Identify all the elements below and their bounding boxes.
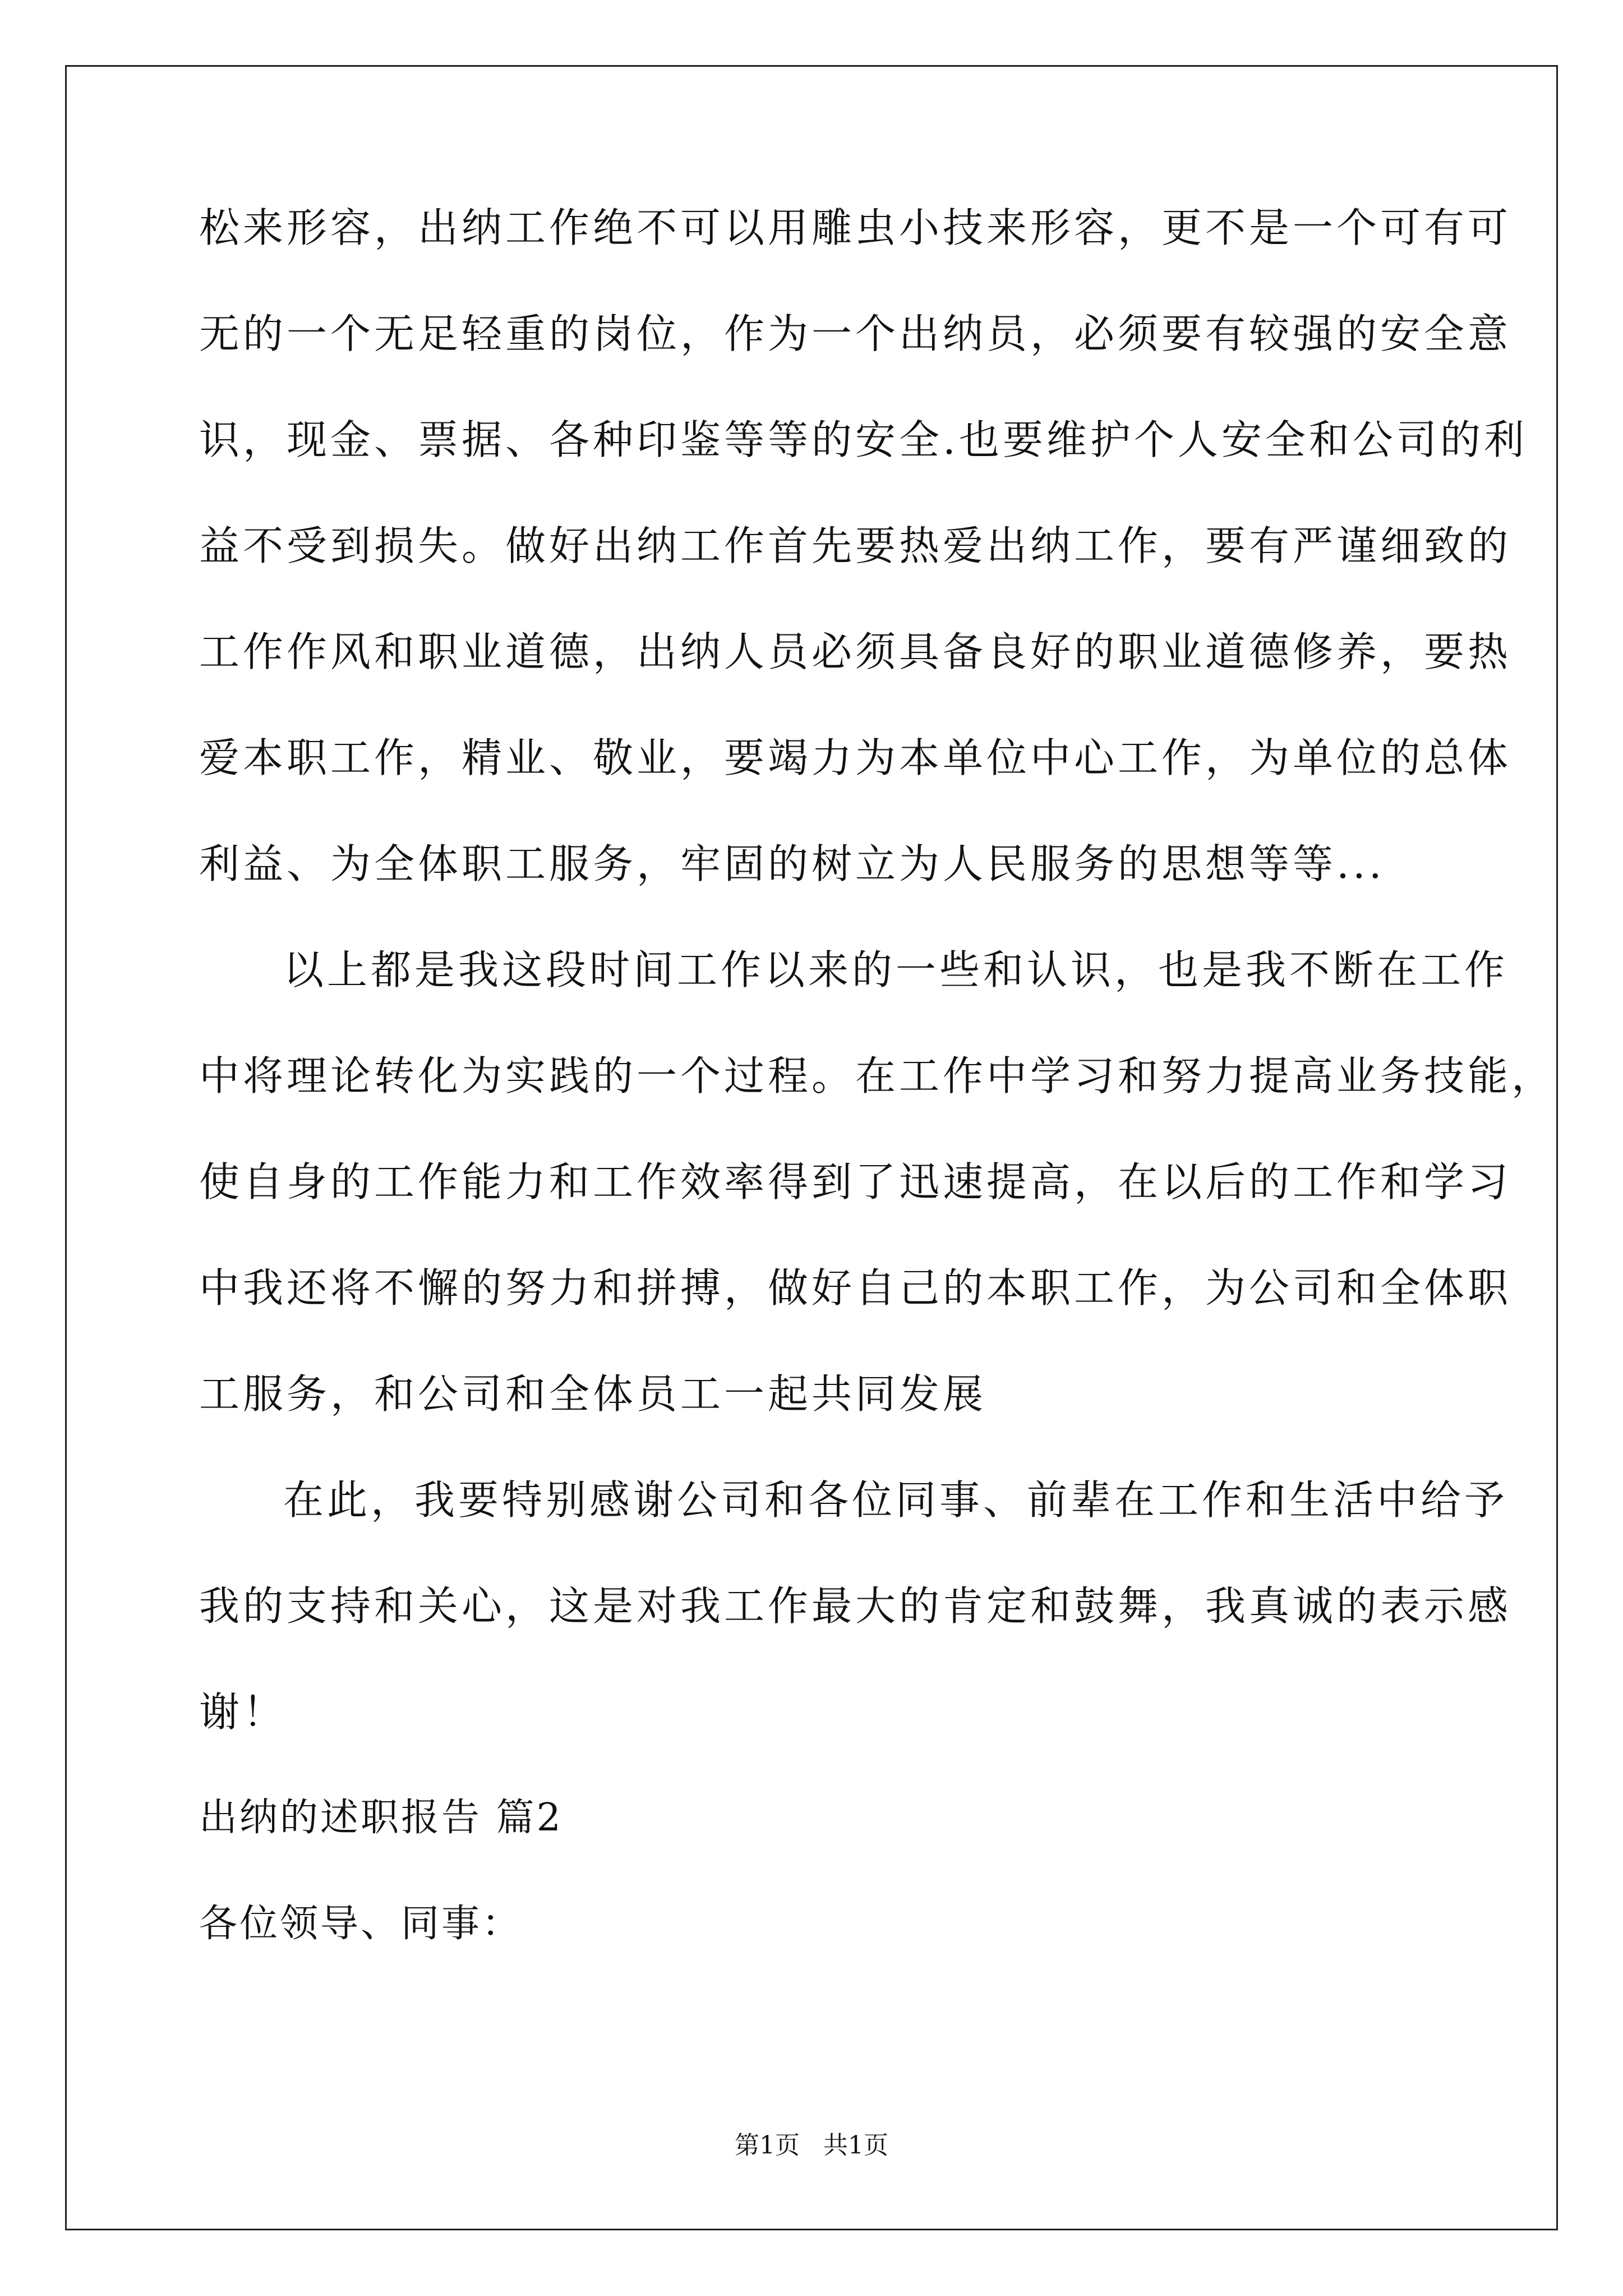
section-heading: 出纳的述职报告 篇2	[199, 1796, 563, 1840]
text-line: 中我还将不懈的努力和拼搏，做好自己的本职工作，为公司和全体职	[199, 1264, 1512, 1312]
text-line: 使自身的工作能力和工作效率得到了迅速提高，在以后的工作和学习	[199, 1158, 1512, 1205]
text-line: 谢！	[199, 1688, 287, 1736]
salutation: 各位领导、同事：	[199, 1902, 523, 1946]
page-total: 共1页	[823, 2131, 888, 2160]
text-line: 工服务，和公司和全体员工一起共同发展	[199, 1370, 987, 1418]
text-line: 在此，我要特别感谢公司和各位同事、前辈在工作和生活中给予	[283, 1476, 1509, 1524]
text-line: 利益、为全体职工服务，牢固的树立为人民服务的思想等等...	[199, 840, 1385, 887]
text-line: 益不受到损失。做好出纳工作首先要热爱出纳工作，要有严谨细致的	[199, 522, 1512, 569]
text-line: 工作作风和职业道德，出纳人员必须具备良好的职业道德修养，要热	[199, 628, 1512, 675]
text-line: 我的支持和关心，这是对我工作最大的肯定和鼓舞，我真诚的表示感	[199, 1582, 1512, 1630]
page-footer	[0, 2132, 1623, 2160]
text-line: 爱本职工作，精业、敬业，要竭力为本单位中心工作，为单位的总体	[199, 734, 1512, 781]
text-line: 识，现金、票据、各种印鉴等等的安全.也要维护个人安全和公司的利	[199, 416, 1528, 463]
text-line: 以上都是我这段时间工作以来的一些和认识，也是我不断在工作	[283, 946, 1509, 993]
text-line: 无的一个无足轻重的岗位，作为一个出纳员，必须要有较强的安全意	[199, 310, 1512, 357]
text-line: 中将理论转化为实践的一个过程。在工作中学习和努力提高业务技能，	[199, 1052, 1556, 1099]
text-line: 松来形容，出纳工作绝不可以用雕虫小技来形容，更不是一个可有可	[199, 204, 1512, 251]
document-body	[199, 204, 1556, 2010]
page-number: 第1页	[735, 2131, 800, 2160]
